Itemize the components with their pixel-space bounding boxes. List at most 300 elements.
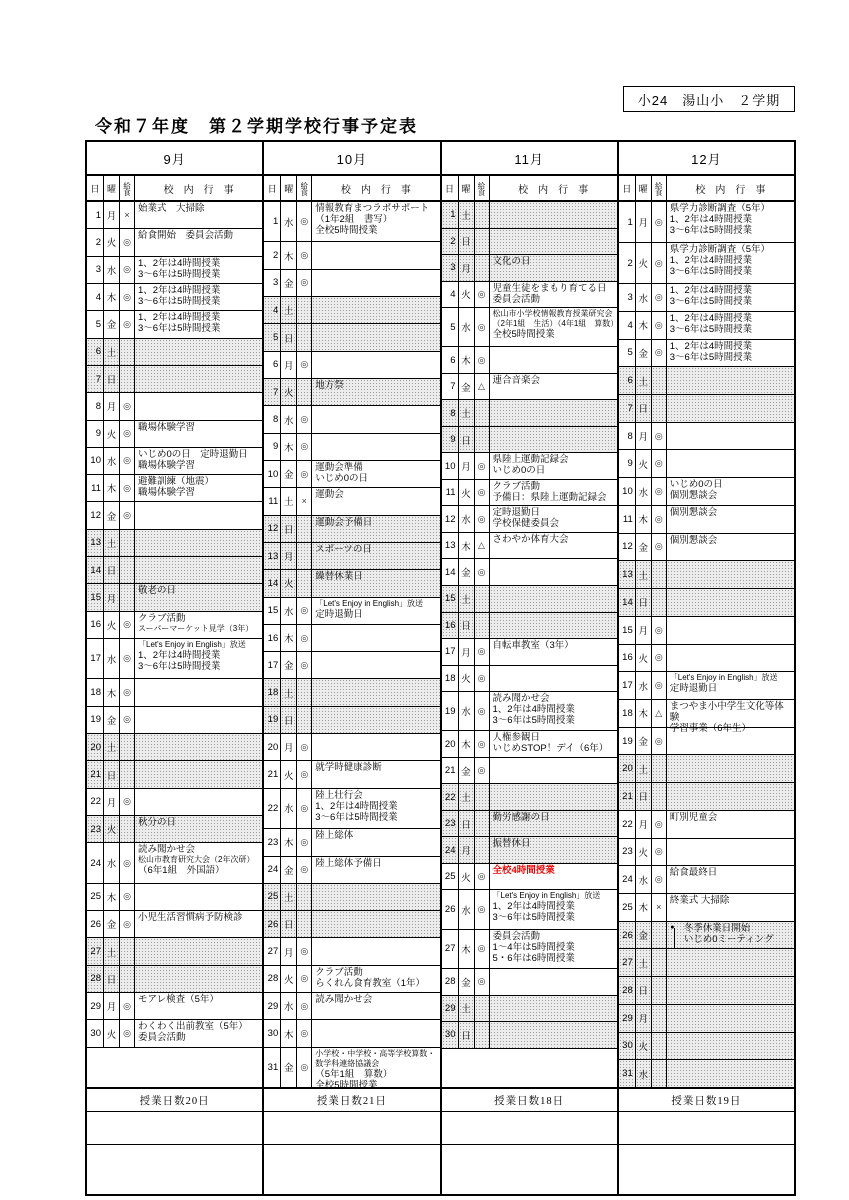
day-cell: 21 bbox=[87, 761, 104, 787]
event-cell bbox=[667, 755, 794, 782]
day-row bbox=[264, 202, 439, 242]
event-line: らくれん食育教室（1年） bbox=[315, 977, 426, 989]
event-line: 1、2年は4時間授業 bbox=[492, 704, 575, 716]
lunch-column-header: 給食 bbox=[652, 176, 667, 200]
event-line: 3～6年は5時間授業 bbox=[492, 715, 575, 727]
event-cell bbox=[135, 502, 262, 528]
weekday-cell: 金 bbox=[104, 502, 120, 528]
lunch-cell bbox=[297, 516, 312, 542]
event-cell bbox=[667, 1033, 794, 1060]
event-line: 秋分の日 bbox=[138, 817, 177, 829]
event-cell bbox=[135, 339, 262, 365]
weekday-cell: 日 bbox=[636, 589, 652, 616]
day-cell: 21 bbox=[264, 761, 281, 787]
lunch-cell bbox=[120, 761, 135, 787]
day-column-header: 日 bbox=[87, 176, 104, 200]
lunch-cell: ◎ bbox=[652, 340, 667, 367]
lunch-cell: ◎ bbox=[475, 559, 490, 585]
event-cell bbox=[312, 379, 439, 405]
weekday-cell: 日 bbox=[104, 966, 120, 992]
weekday-cell: 木 bbox=[281, 1020, 297, 1046]
event-line: 3～6年は5時間授業 bbox=[138, 323, 221, 335]
lunch-cell: ◎ bbox=[652, 728, 667, 755]
event-cell bbox=[312, 707, 439, 733]
event-line: 1、2年は4時間授業 bbox=[138, 650, 221, 661]
weekday-cell: 火 bbox=[636, 839, 652, 866]
event-cell bbox=[667, 367, 794, 394]
day-cell: 15 bbox=[264, 598, 281, 624]
weekday-cell: 水 bbox=[459, 890, 475, 928]
lunch-cell: ◎ bbox=[297, 938, 312, 964]
day-row bbox=[442, 666, 617, 693]
class-days-count: 授業日数21日 bbox=[264, 1087, 439, 1111]
weekday-cell: 日 bbox=[104, 366, 120, 392]
event-line: 運動会 bbox=[315, 489, 344, 501]
lunch-cell bbox=[120, 530, 135, 556]
event-cell bbox=[312, 911, 439, 937]
lunch-cell bbox=[652, 1060, 667, 1087]
lunch-cell bbox=[120, 734, 135, 760]
weekday-cell: 土 bbox=[104, 530, 120, 556]
lunch-cell bbox=[120, 938, 135, 964]
weekday-cell: 日 bbox=[636, 783, 652, 810]
day-cell: 28 bbox=[619, 977, 636, 1004]
lunch-cell: ◎ bbox=[297, 966, 312, 992]
event-line: 職場体験学習 bbox=[138, 487, 196, 499]
event-line: 1、2年は4時間授業 bbox=[138, 312, 221, 324]
lunch-cell: ◎ bbox=[475, 890, 490, 928]
event-line: 1～4年は5時間授業 bbox=[492, 941, 575, 953]
lunch-cell: ◎ bbox=[297, 1048, 312, 1087]
event-cell bbox=[490, 864, 617, 890]
lunch-cell bbox=[475, 784, 490, 810]
event-cell bbox=[490, 427, 617, 453]
event-cell bbox=[135, 311, 262, 337]
event-line: 冬季休業日開始 bbox=[683, 922, 751, 934]
day-row bbox=[442, 400, 617, 427]
day-cell: 22 bbox=[619, 811, 636, 838]
event-cell bbox=[135, 421, 262, 447]
event-cell bbox=[312, 461, 439, 487]
lunch-cell: ◎ bbox=[475, 864, 490, 890]
event-cell bbox=[312, 324, 439, 350]
weekday-column-header: 曜 bbox=[636, 176, 652, 200]
lunch-cell bbox=[297, 679, 312, 705]
event-cell bbox=[490, 930, 617, 968]
event-line: 予備日：県陸上運動記録会 bbox=[492, 491, 607, 503]
weekday-cell: 土 bbox=[281, 297, 297, 323]
day-row bbox=[619, 395, 794, 423]
weekday-cell: 木 bbox=[281, 625, 297, 651]
lunch-cell bbox=[652, 949, 667, 976]
weekday-cell: 金 bbox=[636, 534, 652, 561]
lunch-cell bbox=[475, 996, 490, 1022]
day-cell: 11 bbox=[87, 475, 104, 501]
month-header: 9月 bbox=[87, 142, 262, 176]
event-cell bbox=[312, 829, 439, 855]
event-cell bbox=[490, 731, 617, 757]
weekday-cell: 月 bbox=[636, 202, 652, 242]
day-cell: 12 bbox=[87, 502, 104, 528]
day-row bbox=[619, 534, 794, 562]
lunch-cell: ◎ bbox=[652, 839, 667, 866]
event-cell bbox=[312, 202, 439, 241]
day-row bbox=[87, 761, 262, 788]
weekday-cell: 土 bbox=[459, 202, 475, 228]
weekday-cell: 木 bbox=[636, 312, 652, 339]
day-column-header: 日 bbox=[442, 176, 459, 200]
weekday-cell: 水 bbox=[281, 993, 297, 1019]
lunch-cell: ◎ bbox=[120, 502, 135, 528]
blank-row-1 bbox=[264, 1111, 439, 1144]
day-cell: 26 bbox=[87, 911, 104, 937]
event-cell bbox=[667, 839, 794, 866]
day-cell: 15 bbox=[442, 586, 459, 612]
lunch-cell: ◎ bbox=[652, 617, 667, 644]
day-rows bbox=[87, 202, 262, 1087]
event-line: 児童生徒をまもり育てる日 bbox=[492, 282, 607, 294]
day-row bbox=[442, 837, 617, 864]
event-cell bbox=[135, 679, 262, 705]
weekday-cell: 月 bbox=[104, 202, 120, 228]
weekday-cell: 火 bbox=[459, 480, 475, 506]
weekday-cell: 火 bbox=[459, 666, 475, 692]
event-cell bbox=[135, 789, 262, 815]
day-row bbox=[442, 427, 617, 454]
day-cell: 30 bbox=[619, 1033, 636, 1060]
weekday-cell: 日 bbox=[459, 427, 475, 453]
event-cell bbox=[490, 282, 617, 308]
lunch-cell bbox=[297, 543, 312, 569]
weekday-cell: 日 bbox=[281, 707, 297, 733]
lunch-cell bbox=[475, 202, 490, 228]
day-row bbox=[619, 728, 794, 756]
event-line: 1、2年は4時間授業 bbox=[669, 214, 753, 225]
lunch-cell: × bbox=[120, 202, 135, 228]
schedule-table bbox=[85, 140, 796, 1196]
event-line: 1、2年は4時間授業 bbox=[492, 901, 575, 913]
event-line: まつやま小中学生文化等体験 bbox=[669, 700, 784, 723]
day-row bbox=[619, 866, 794, 894]
event-line: 全校5時間授業 bbox=[315, 1079, 378, 1091]
day-row bbox=[87, 816, 262, 843]
day-cell: 13 bbox=[87, 530, 104, 556]
lunch-cell: ◎ bbox=[652, 243, 667, 283]
lunch-cell: ◎ bbox=[297, 734, 312, 760]
event-cell bbox=[490, 969, 617, 995]
blank-row-1 bbox=[619, 1111, 794, 1144]
event-cell bbox=[135, 966, 262, 992]
lunch-cell: ◎ bbox=[120, 911, 135, 937]
day-row bbox=[442, 692, 617, 731]
event-cell bbox=[312, 434, 439, 460]
event-line: 定時退勤日 bbox=[492, 507, 541, 519]
weekday-cell: 月 bbox=[636, 811, 652, 838]
event-cell bbox=[135, 816, 262, 842]
event-cell bbox=[667, 340, 794, 367]
day-cell: 14 bbox=[264, 570, 281, 596]
day-cell: 26 bbox=[442, 890, 459, 928]
weekday-cell: 水 bbox=[636, 478, 652, 505]
event-cell bbox=[312, 789, 439, 828]
day-cell: 18 bbox=[87, 679, 104, 705]
event-cell bbox=[667, 977, 794, 1004]
event-cell bbox=[135, 475, 262, 501]
event-line: 就学時健康診断 bbox=[315, 762, 382, 774]
weekday-cell: 木 bbox=[104, 884, 120, 910]
lunch-column-header: 給食 bbox=[475, 176, 490, 200]
events-column-header: 校 内 行 事 bbox=[340, 184, 411, 196]
day-row bbox=[619, 949, 794, 977]
weekday-cell: 土 bbox=[636, 949, 652, 976]
weekday-cell: 火 bbox=[104, 1020, 120, 1046]
lunch-cell bbox=[652, 561, 667, 588]
day-row bbox=[87, 311, 262, 338]
event-line: 1、2年は4時間授業 bbox=[315, 800, 398, 812]
lunch-cell bbox=[120, 966, 135, 992]
event-cell bbox=[667, 284, 794, 311]
weekday-cell: 金 bbox=[459, 969, 475, 995]
lunch-cell: ◎ bbox=[120, 257, 135, 283]
event-line: 「Let's Enjoy in English」放送 bbox=[669, 673, 778, 683]
lunch-cell: ◎ bbox=[475, 506, 490, 532]
day-row bbox=[442, 969, 617, 996]
event-cell bbox=[490, 666, 617, 692]
event-line: 委員会活動 bbox=[492, 293, 541, 305]
day-row bbox=[87, 679, 262, 706]
class-days-count: 授業日数18日 bbox=[442, 1087, 617, 1111]
day-cell: 11 bbox=[442, 480, 459, 506]
day-row bbox=[442, 890, 617, 929]
weekday-cell: 土 bbox=[459, 586, 475, 612]
event-line: クラブ活動 bbox=[138, 612, 186, 624]
day-row bbox=[87, 612, 262, 639]
event-cell bbox=[490, 506, 617, 532]
lunch-cell: ◎ bbox=[652, 672, 667, 699]
lunch-cell bbox=[652, 1033, 667, 1060]
day-row bbox=[264, 789, 439, 829]
weekday-cell: 土 bbox=[636, 561, 652, 588]
weekday-cell: 火 bbox=[636, 243, 652, 283]
day-cell: 20 bbox=[87, 734, 104, 760]
day-row bbox=[87, 911, 262, 938]
day-row bbox=[264, 461, 439, 488]
day-cell: 24 bbox=[87, 843, 104, 882]
event-line: いじめ0の日 定時退勤日 bbox=[138, 448, 248, 460]
day-row bbox=[264, 324, 439, 351]
event-line: 1、2年は4時間授業 bbox=[669, 340, 753, 352]
event-cell bbox=[135, 761, 262, 787]
day-row bbox=[264, 488, 439, 515]
month-column-11月 bbox=[442, 142, 619, 1194]
event-line: モアレ検査（5年） bbox=[138, 994, 219, 1006]
lunch-cell: ◎ bbox=[475, 666, 490, 692]
subheader-row bbox=[87, 176, 262, 202]
day-row bbox=[442, 347, 617, 374]
lunch-cell bbox=[297, 297, 312, 323]
event-line: 全校4時間授業 bbox=[492, 864, 555, 876]
lunch-cell: ◎ bbox=[475, 480, 490, 506]
day-row bbox=[442, 996, 617, 1023]
day-cell: 28 bbox=[264, 966, 281, 992]
lunch-cell: ◎ bbox=[475, 639, 490, 665]
day-cell: 14 bbox=[619, 589, 636, 616]
event-cell bbox=[490, 453, 617, 479]
day-cell: 28 bbox=[442, 969, 459, 995]
day-row bbox=[264, 570, 439, 597]
day-cell: 22 bbox=[87, 789, 104, 815]
day-cell: 6 bbox=[264, 352, 281, 378]
event-line: 自転車教室（3年） bbox=[492, 640, 574, 652]
day-cell: 12 bbox=[264, 516, 281, 542]
day-row bbox=[264, 884, 439, 911]
event-cell bbox=[490, 255, 617, 281]
day-row bbox=[264, 829, 439, 856]
event-line: 定時退勤日 bbox=[315, 608, 363, 620]
day-row bbox=[264, 406, 439, 433]
day-cell: 4 bbox=[264, 297, 281, 323]
day-cell: 3 bbox=[442, 255, 459, 281]
lunch-cell bbox=[297, 324, 312, 350]
lunch-cell bbox=[475, 613, 490, 639]
day-cell: 15 bbox=[619, 617, 636, 644]
weekday-cell: 土 bbox=[636, 755, 652, 782]
event-line: 地方祭 bbox=[315, 380, 344, 392]
event-cell bbox=[312, 570, 439, 596]
event-cell bbox=[667, 617, 794, 644]
weekday-cell: 月 bbox=[636, 1005, 652, 1032]
event-line: 避難訓練（地震） bbox=[138, 476, 215, 488]
event-line: クラブ活動 bbox=[315, 966, 363, 978]
day-cell: 1 bbox=[87, 202, 104, 228]
event-line: 繰替休業日 bbox=[315, 571, 363, 583]
weekday-cell: 木 bbox=[281, 242, 297, 268]
lunch-cell: ◎ bbox=[652, 450, 667, 477]
day-row bbox=[619, 617, 794, 645]
day-cell: 16 bbox=[619, 645, 636, 672]
lunch-cell bbox=[475, 1022, 490, 1048]
day-cell: 2 bbox=[264, 242, 281, 268]
day-row bbox=[87, 502, 262, 529]
weekday-column-header: 曜 bbox=[281, 176, 297, 200]
event-cell bbox=[135, 530, 262, 556]
day-row bbox=[264, 911, 439, 938]
day-cell: 18 bbox=[619, 700, 636, 727]
day-cell: 29 bbox=[442, 996, 459, 1022]
subheader-row bbox=[264, 176, 439, 202]
day-cell: 13 bbox=[264, 543, 281, 569]
day-row bbox=[264, 857, 439, 884]
weekday-cell: 日 bbox=[636, 395, 652, 422]
weekday-cell: 土 bbox=[104, 734, 120, 760]
day-cell: 14 bbox=[442, 559, 459, 585]
event-cell bbox=[490, 1022, 617, 1048]
day-row bbox=[619, 450, 794, 478]
weekday-cell: 水 bbox=[636, 1060, 652, 1087]
day-row bbox=[87, 843, 262, 883]
day-row bbox=[619, 589, 794, 617]
event-cell bbox=[667, 728, 794, 755]
day-cell: 22 bbox=[264, 789, 281, 828]
lunch-cell: ◎ bbox=[652, 312, 667, 339]
day-row bbox=[87, 366, 262, 393]
day-row bbox=[619, 700, 794, 734]
lunch-cell: ◎ bbox=[120, 284, 135, 310]
lunch-cell bbox=[475, 255, 490, 281]
weekday-cell: 水 bbox=[636, 866, 652, 893]
weekday-cell: 金 bbox=[636, 340, 652, 367]
lunch-cell: △ bbox=[475, 533, 490, 559]
weekday-cell: 土 bbox=[636, 367, 652, 394]
lunch-cell: ◎ bbox=[475, 453, 490, 479]
day-cell: 9 bbox=[442, 427, 459, 453]
event-line: 終業式 大掃除 bbox=[669, 894, 730, 906]
event-line: いじめ0の日 bbox=[492, 465, 546, 477]
event-line: 3～6年は5時間授業 bbox=[669, 225, 753, 236]
day-cell: 14 bbox=[87, 557, 104, 583]
event-cell bbox=[312, 516, 439, 542]
day-row bbox=[264, 543, 439, 570]
day-row bbox=[87, 257, 262, 284]
event-cell bbox=[667, 450, 794, 477]
weekday-cell: 月 bbox=[281, 352, 297, 378]
event-cell bbox=[490, 613, 617, 639]
event-line: 情報教育まつラボサポート bbox=[315, 203, 430, 214]
weekday-cell: 日 bbox=[104, 761, 120, 787]
lunch-cell: △ bbox=[652, 700, 667, 727]
day-row bbox=[87, 884, 262, 911]
event-cell bbox=[312, 488, 439, 514]
event-line: 学校保健委員会 bbox=[492, 518, 560, 530]
day-row bbox=[87, 734, 262, 761]
lunch-cell: ◎ bbox=[120, 448, 135, 474]
event-cell bbox=[667, 589, 794, 616]
lunch-cell bbox=[475, 811, 490, 837]
day-row bbox=[87, 993, 262, 1020]
lunch-cell: ◎ bbox=[475, 308, 490, 346]
day-row bbox=[442, 586, 617, 613]
day-cell: 27 bbox=[442, 930, 459, 968]
weekday-cell: 火 bbox=[636, 450, 652, 477]
weekday-cell: 火 bbox=[636, 645, 652, 672]
event-cell bbox=[135, 734, 262, 760]
weekday-cell: 月 bbox=[104, 993, 120, 1019]
day-row bbox=[87, 339, 262, 366]
lunch-cell: ◎ bbox=[475, 282, 490, 308]
lunch-cell bbox=[475, 837, 490, 863]
day-cell: 25 bbox=[619, 894, 636, 921]
event-cell bbox=[490, 559, 617, 585]
event-cell bbox=[667, 478, 794, 505]
day-cell: 5 bbox=[264, 324, 281, 350]
weekday-cell: 木 bbox=[104, 284, 120, 310]
day-row bbox=[264, 297, 439, 324]
weekday-cell: 水 bbox=[104, 257, 120, 283]
day-cell: 9 bbox=[87, 421, 104, 447]
lunch-cell: ◎ bbox=[120, 475, 135, 501]
weekday-cell: 日 bbox=[281, 516, 297, 542]
day-row bbox=[619, 672, 794, 700]
day-cell: 19 bbox=[619, 728, 636, 755]
event-line: 読み聞かせ会 bbox=[492, 693, 550, 705]
event-cell bbox=[135, 202, 262, 228]
event-line: 3～6年は5時間授業 bbox=[138, 295, 221, 307]
event-cell bbox=[135, 229, 262, 255]
weekday-cell: 日 bbox=[459, 613, 475, 639]
day-row bbox=[442, 453, 617, 480]
day-cell: 16 bbox=[442, 613, 459, 639]
day-cell: 16 bbox=[264, 625, 281, 651]
